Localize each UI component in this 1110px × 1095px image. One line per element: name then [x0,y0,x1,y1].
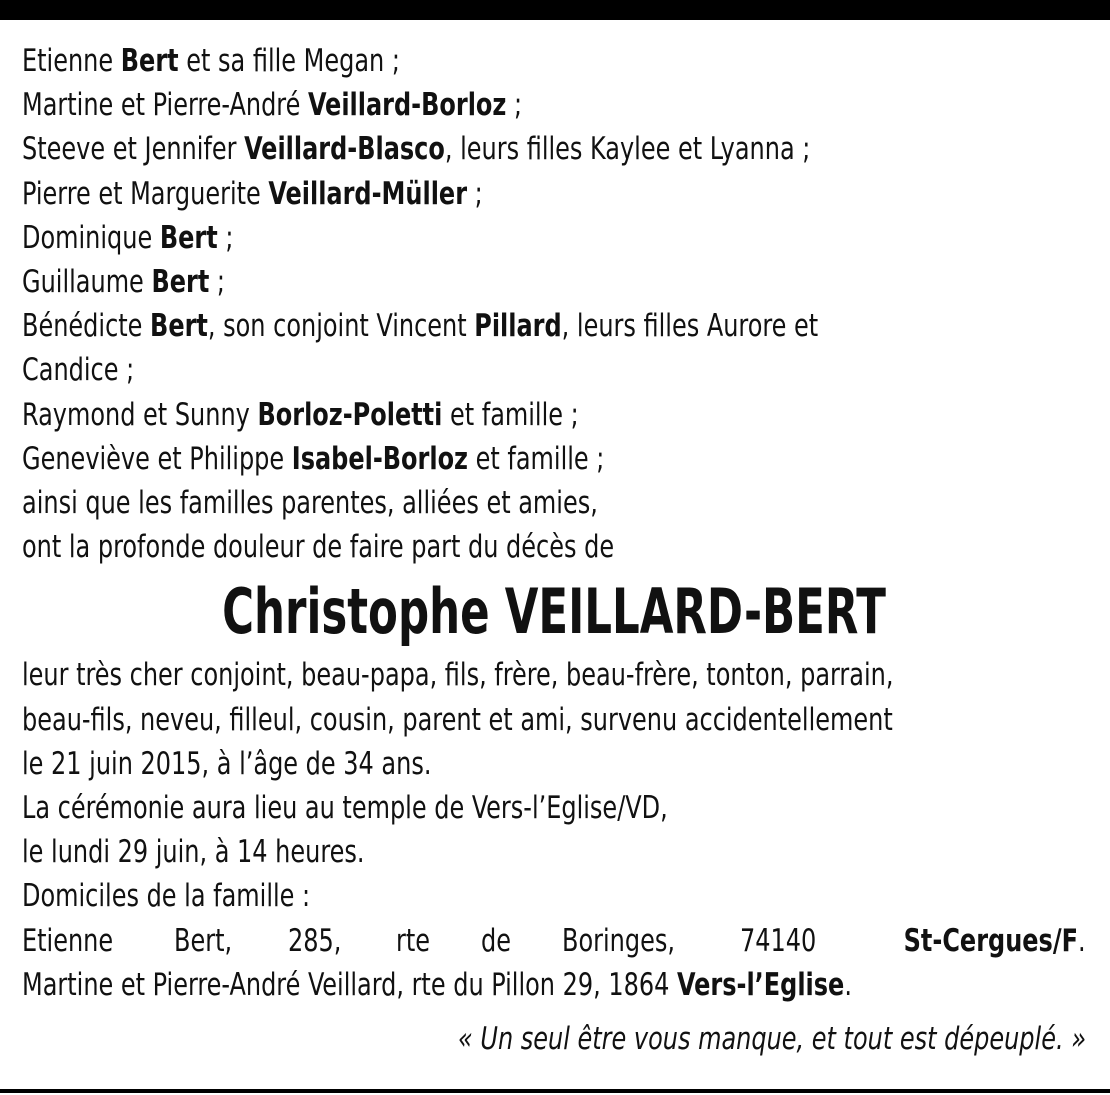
family-surname: Bert [159,219,218,256]
family-text: ont la profonde douleur de faire part du décès de [22,529,615,566]
family-text: et sa fille Megan ; [178,43,400,79]
family-text: Martine et Pierre-André [22,87,308,124]
family-text: Dominique [22,219,160,256]
family-text: Guillaume [22,264,152,301]
address-2-end: . [844,966,852,1003]
family-text: , son conjoint Vincent [207,308,475,345]
address-1-word: de [481,922,512,959]
family-text: Bénédicte [22,308,151,345]
family-line [22,304,937,348]
family-text: ; [217,219,234,256]
address-1-word: Bert, [174,922,233,959]
family-text: Candice ; [22,352,135,389]
family-surname: Isabel-Borloz [291,440,469,477]
details-line: beau-fils, neveu, filleul, cousin, parent et ami, survenu accidentellement [22,701,893,738]
top-border-rule [0,0,1110,20]
family-text: Steeve et Jennifer [22,131,245,168]
address-2-locality: Vers-l’Eglise [677,966,845,1003]
family-text: ; [467,175,483,212]
family-text: ; [209,264,226,301]
address-1-end: . [1078,922,1086,959]
family-text: ; [506,87,523,124]
details-line: le lundi 29 juin, à 14 heures. [22,834,365,871]
address-1-word: Boringes, [562,922,676,959]
address-1-locality [904,919,1086,963]
address-line-2 [22,963,937,1007]
deceased-name: Christophe VEILLARD-BERT [222,575,886,649]
closing-quote: « Un seul être vous manque, et tout est dépeuplé. » [457,1021,1086,1058]
family-surname: Veillard-Blasco [244,131,445,168]
family-line [22,260,937,304]
family-text: Etienne [22,43,121,79]
address-1-word: 285, [287,922,341,959]
family-surname: Bert [120,43,179,79]
obituary-notice [22,39,1086,1061]
family-text: ainsi que les familles parentes, alliées et amies, [22,485,598,522]
address-1-word: Etienne [22,922,114,959]
address-line-1 [22,919,1086,963]
address-2-text: Martine et Pierre-André Veillard, rte du Pillon 29, 1864 [22,966,678,1003]
family-line [22,481,937,525]
details-line: La cérémonie aura lieu au temple de Vers-l’Eglise/VD, [22,790,668,827]
address-1-locality-bold: St-Cergues/F [903,922,1079,959]
family-text: et famille ; [442,396,579,433]
family-line [22,39,937,83]
family-text: et famille ; [468,440,605,477]
family-line [22,525,937,569]
family-line [22,437,937,481]
family-line [22,393,937,437]
family-text: Pierre et Marguerite [22,175,269,212]
family-line [22,172,937,216]
family-list [22,39,1086,569]
family-surname: Veillard-Müller [268,175,468,212]
family-surname: Borloz-Poletti [257,396,443,433]
family-line [22,83,937,127]
family-surname: Pillard [474,308,562,345]
family-line [22,348,937,392]
details-block [22,653,1086,918]
details-line: le 21 juin 2015, à l’âge de 34 ans. [22,745,432,782]
family-surname: Bert [150,308,208,345]
family-surname: Veillard-Borloz [307,87,507,124]
address-1-word: 74140 [739,922,816,959]
details-line: Domiciles de la famille : [22,878,311,915]
family-line [22,216,937,260]
family-text: , leurs filles Kaylee et Lyanna ; [444,131,811,168]
family-surname: Bert [151,264,210,301]
address-1-word: rte [395,922,430,959]
family-text: , leurs filles Aurore et [561,308,819,345]
family-text: Geneviève et Philippe [22,440,292,477]
details-line: leur très cher conjoint, beau-papa, fils, frère, beau-frère, tonton, parrain, [22,657,894,694]
family-text: Raymond et Sunny [22,396,258,433]
family-line [22,127,937,171]
bottom-border-rule [0,1089,1110,1093]
